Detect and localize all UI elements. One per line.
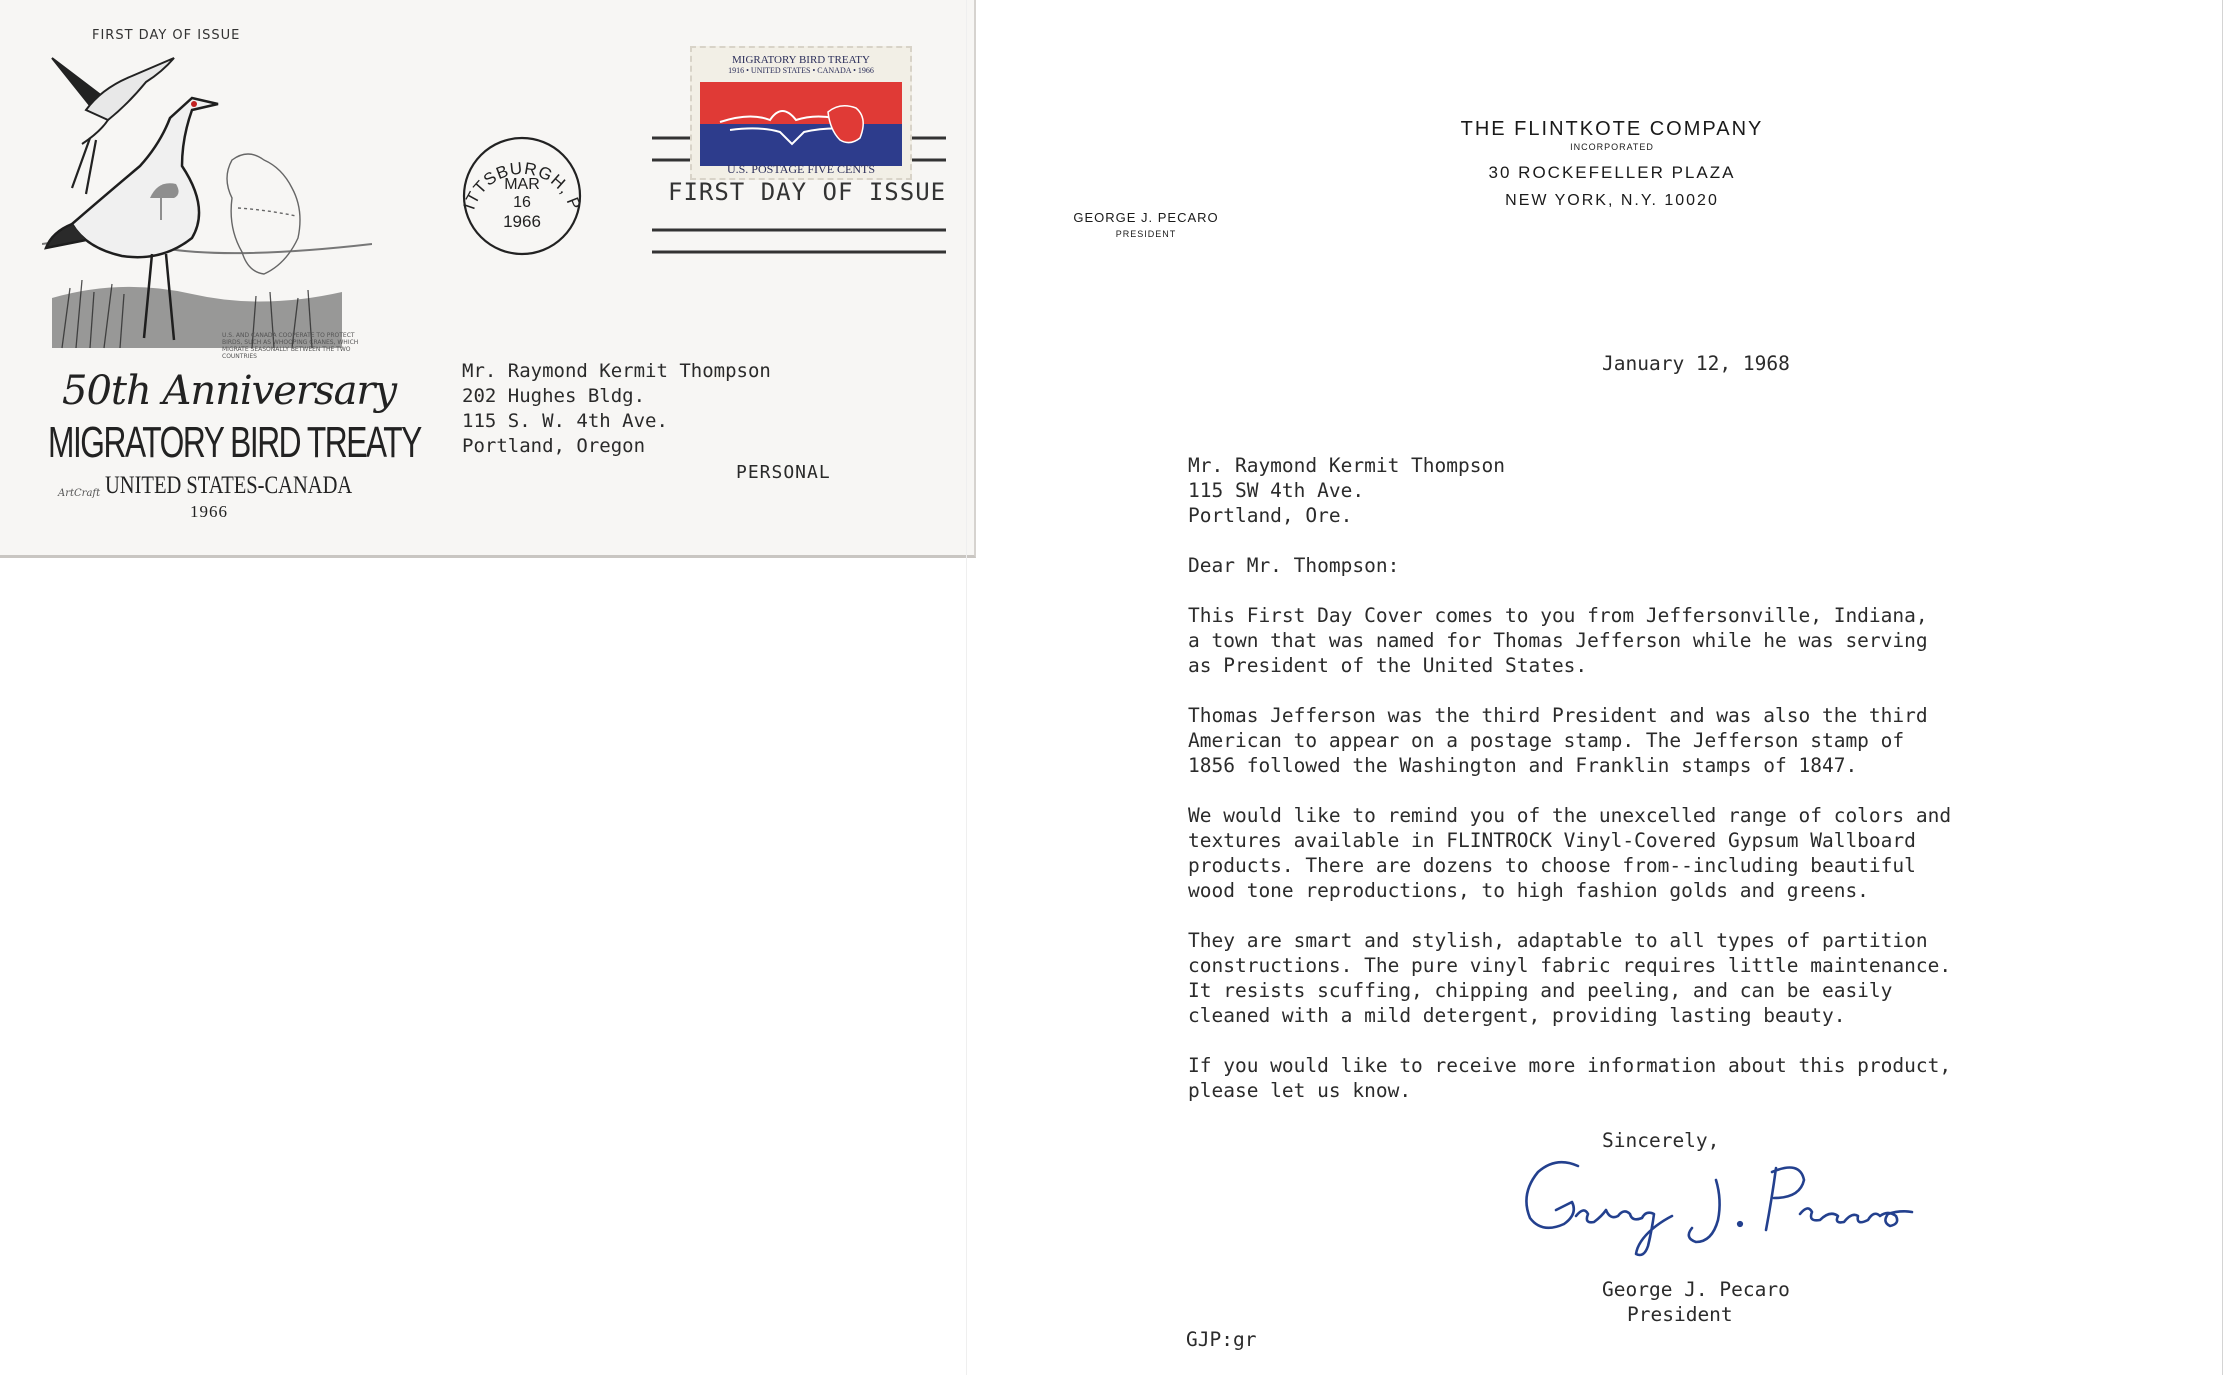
cachet-caption: U.S. AND CANADA COOPERATE TO PROTECT BIRDS, SUCH AS WHOOPING CRANES, WHICH MIGRATE SEASONALLY BETWEEN THE TWO COUNTRIES bbox=[222, 332, 359, 360]
paragraph-4-line-2: constructions. The pure vinyl fabric requires little maintenance. bbox=[1188, 954, 1952, 977]
paragraph-4-line-1: They are smart and stylish, adaptable to all types of partition bbox=[1188, 929, 1928, 952]
whooping-crane-illustration bbox=[42, 48, 372, 368]
letter-right-edge bbox=[2222, 0, 2223, 1375]
envelope-address-line-1: Mr. Raymond Kermit Thompson bbox=[462, 360, 771, 382]
paragraph-1-line-3: as President of the United States. bbox=[1188, 654, 1588, 677]
paragraph-2-line-1: Thomas Jefferson was the third President and was also the third bbox=[1188, 704, 1928, 727]
handwritten-signature bbox=[1460, 1150, 1940, 1280]
paragraph-2-line-3: 1856 followed the Washington and Franklin stamps of 1847. bbox=[1188, 754, 1858, 777]
postmark-city: ITTSBURGH, P bbox=[460, 158, 584, 213]
paragraph-1-line-1: This First Day Cover comes to you from Jeffersonville, Indiana, bbox=[1188, 604, 1928, 627]
cachet-header: FIRST DAY OF ISSUE bbox=[92, 28, 241, 43]
stamp-denomination: U.S. POSTAGE FIVE CENTS bbox=[726, 162, 876, 176]
envelope-address-line-2: 202 Hughes Bldg. bbox=[462, 385, 646, 407]
first-day-cover-envelope bbox=[0, 0, 976, 558]
cachet-subtitle: UNITED STATES-CANADA bbox=[105, 472, 353, 499]
cachet-anniversary: 50th Anniversary bbox=[62, 368, 397, 414]
letter-left-edge bbox=[966, 0, 967, 1375]
stamp-title: MIGRATORY BIRD TREATY bbox=[732, 54, 870, 66]
closing: Sincerely, bbox=[1602, 1129, 1720, 1152]
postmark bbox=[460, 134, 584, 258]
recipient-line-2: 115 SW 4th Ave. bbox=[1188, 479, 1365, 502]
paragraph-3-line-3: products. There are dozens to choose from--including beautiful bbox=[1188, 854, 1916, 877]
paragraph-2-line-2: American to appear on a postage stamp. The Jefferson stamp of bbox=[1188, 729, 1905, 752]
postmark-month: MAR bbox=[504, 176, 540, 193]
cachet-year: 1966 bbox=[190, 502, 228, 521]
paragraph-3-line-2: textures available in FLINTROCK Vinyl-Covered Gypsum Wallboard bbox=[1188, 829, 1916, 852]
stamp-design bbox=[700, 82, 902, 166]
envelope-address-line-3: 115 S. W. 4th Ave. bbox=[462, 410, 668, 432]
letterhead-street: 30 ROCKEFELLER PLAZA bbox=[1488, 163, 1736, 182]
letterhead-incorporated: INCORPORATED bbox=[1570, 142, 1654, 152]
signer-title: President bbox=[1627, 1303, 1733, 1326]
paragraph-5-line-1: If you would like to receive more information about this product, bbox=[1188, 1054, 1952, 1077]
cancellation-slogan: FIRST DAY OF ISSUE bbox=[668, 178, 947, 206]
paragraph-1-line-2: a town that was named for Thomas Jefferson while he was serving bbox=[1188, 629, 1928, 652]
postmark-day: 16 bbox=[513, 194, 531, 211]
paragraph-3-line-4: wood tone reproductions, to high fashion golds and greens. bbox=[1188, 879, 1869, 902]
recipient-line-1: Mr. Raymond Kermit Thompson bbox=[1188, 454, 1505, 477]
postmark-year: 1966 bbox=[503, 212, 541, 231]
north-america-map bbox=[227, 154, 300, 274]
paragraph-4-line-4: cleaned with a mild detergent, providing lasting beauty. bbox=[1188, 1004, 1846, 1027]
paragraph-4-line-3: It resists scuffing, chipping and peeling, and can be easily bbox=[1188, 979, 1893, 1002]
paragraph-3-line-1: We would like to remind you of the unexcelled range of colors and bbox=[1188, 804, 1952, 827]
cachet-title: MIGRATORY BIRD TREATY bbox=[48, 418, 421, 467]
envelope-address-line-4: Portland, Oregon bbox=[462, 435, 646, 457]
artcraft-logo: ArtCraft bbox=[58, 488, 101, 499]
salutation: Dear Mr. Thompson: bbox=[1188, 554, 1400, 577]
reference-initials: GJP:gr bbox=[1186, 1328, 1257, 1351]
stamp-subtitle: 1916 • UNITED STATES • CANADA • 1966 bbox=[728, 66, 874, 75]
letterhead-city: NEW YORK, N.Y. 10020 bbox=[1505, 192, 1719, 209]
letterhead-sender-name: GEORGE J. PECARO bbox=[1073, 210, 1219, 225]
letterhead-company: THE FLINTKOTE COMPANY bbox=[1460, 118, 1764, 140]
paragraph-5-line-2: please let us know. bbox=[1188, 1079, 1412, 1102]
postage-stamp bbox=[690, 46, 912, 180]
recipient-line-3: Portland, Ore. bbox=[1188, 504, 1353, 527]
signer-name: George J. Pecaro bbox=[1602, 1278, 1790, 1301]
letter-date: January 12, 1968 bbox=[1602, 352, 1790, 375]
letterhead-sender-title: PRESIDENT bbox=[1115, 229, 1177, 239]
personal-marking: PERSONAL bbox=[736, 462, 831, 483]
